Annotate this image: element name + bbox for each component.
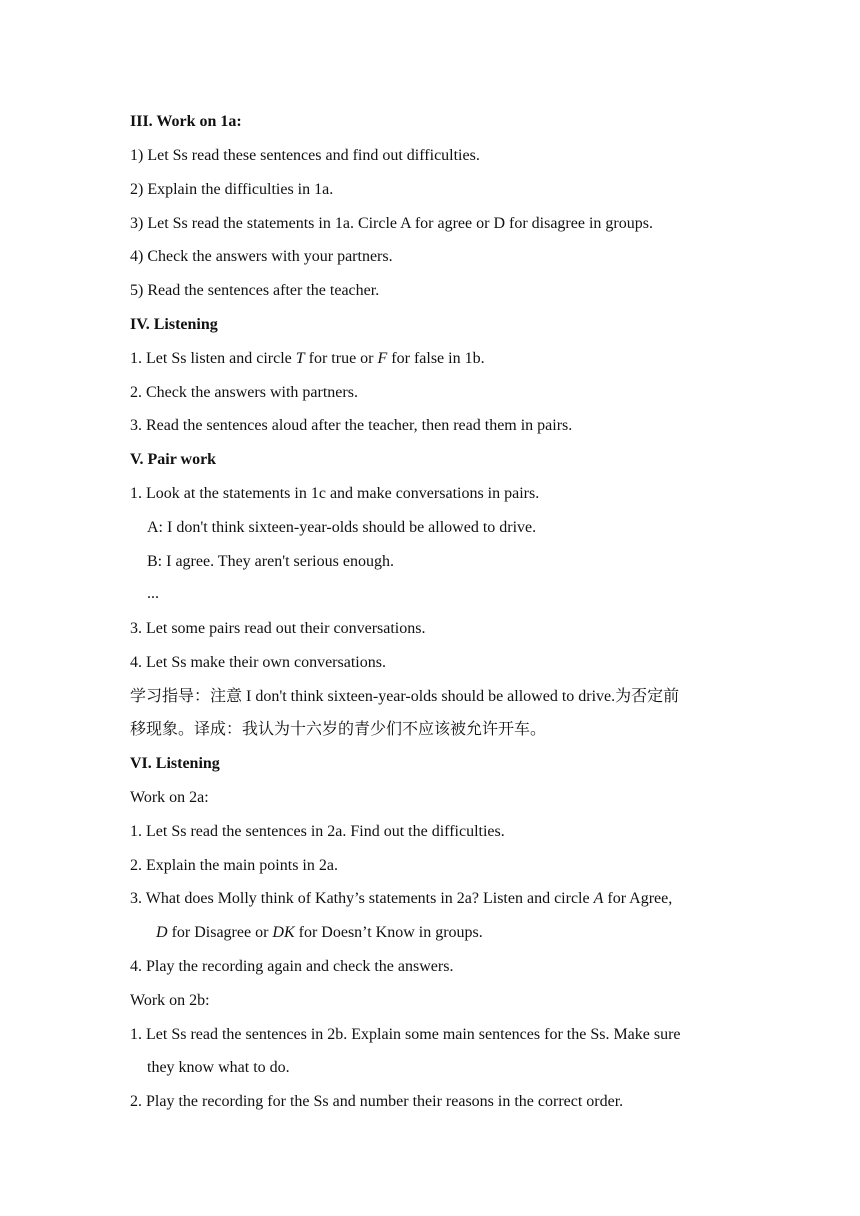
list-item: 2. Play the recording for the Ss and number their reasons in the correct order.	[130, 1093, 624, 1110]
text-run: for Doesn’t Know in groups.	[294, 924, 483, 941]
list-item: 1) Let Ss read these sentences and find out difficulties.	[130, 147, 480, 164]
list-item: 1. Let Ss read the sentences in 2a. Find out the difficulties.	[130, 823, 505, 840]
text-run: for Disagree or	[167, 924, 273, 941]
study-guide-line: 移现象。译成：我认为十六岁的青少们不应该被允许开车。	[130, 721, 547, 738]
italic-term: T	[295, 350, 305, 367]
list-item: 3. Let some pairs read out their conversations.	[130, 620, 426, 637]
list-item: 2. Explain the main points in 2a.	[130, 857, 338, 874]
dialogue-line: B: I agree. They aren't serious enough.	[147, 553, 394, 570]
dialogue-line: A: I don't think sixteen-year-olds should be allowed to drive.	[147, 519, 537, 536]
list-item: 4. Play the recording again and check the answers.	[130, 958, 454, 975]
list-item-continuation	[156, 923, 483, 943]
section-heading-listening-2: VI. Listening	[130, 755, 220, 772]
dialogue-ellipsis: ...	[147, 585, 159, 602]
study-guide-line: 学习指导：注意 I don't think sixteen-year-olds should be allowed to drive.为否定前	[130, 688, 680, 705]
italic-term: DK	[272, 924, 295, 941]
list-item: 3) Let Ss read the statements in 1a. Circle A for agree or D for disagree in groups.	[130, 215, 653, 232]
list-item: 2) Explain the difficulties in 1a.	[130, 181, 334, 198]
list-item: 5) Read the sentences after the teacher.	[130, 282, 380, 299]
list-item: 1. Let Ss read the sentences in 2b. Explain some main sentences for the Ss. Make sure	[130, 1026, 681, 1043]
text-run: 1. Let Ss listen and circle	[130, 350, 296, 367]
list-item	[130, 889, 672, 909]
list-item: 4. Let Ss make their own conversations.	[130, 654, 386, 671]
section-heading-listening: IV. Listening	[130, 316, 218, 333]
text-run: for Agree,	[603, 890, 673, 907]
list-item: 3. Read the sentences aloud after the teacher, then read them in pairs.	[130, 417, 573, 434]
italic-term: A	[593, 890, 604, 907]
section-heading-work-on-1a: III. Work on 1a:	[130, 113, 242, 130]
list-item	[130, 349, 485, 369]
text-run: 3. What does Molly think of Kathy’s statements in 2a? Listen and circle	[130, 890, 594, 907]
list-item: 1. Look at the statements in 1c and make conversations in pairs.	[130, 485, 540, 502]
subheading-2b: Work on 2b:	[130, 992, 210, 1009]
list-item-continuation: they know what to do.	[147, 1059, 290, 1076]
subheading-2a: Work on 2a:	[130, 789, 209, 806]
text-run: for false in 1b.	[387, 350, 485, 367]
list-item: 2. Check the answers with partners.	[130, 384, 358, 401]
section-heading-pair-work: V. Pair work	[130, 451, 217, 468]
text-run: for true or	[304, 350, 378, 367]
italic-term: D	[156, 924, 168, 941]
list-item: 4) Check the answers with your partners.	[130, 248, 393, 265]
italic-term: F	[377, 350, 388, 367]
